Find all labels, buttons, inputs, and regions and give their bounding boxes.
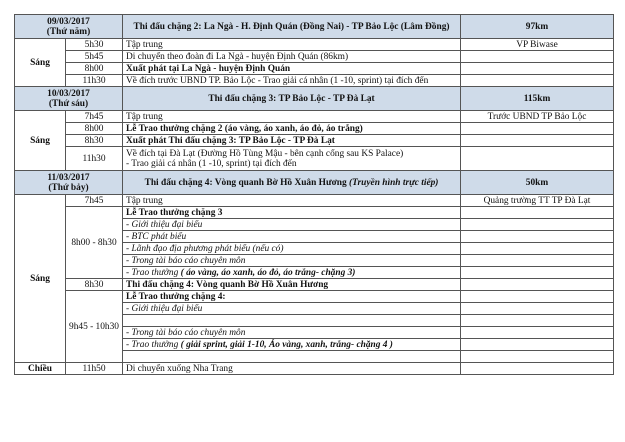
activity-cell: Lễ Trao thưởng chặng 4: — [123, 291, 461, 303]
time-cell: 7h45 — [66, 195, 123, 207]
schedule-row — [15, 51, 614, 63]
time-cell: 7h45 — [66, 111, 123, 123]
activity-cell: Về đích tại Đà Lạt (Đường Hồ Tùng Mậu - bên cạnh cổng sau KS Palace) - Trao giải cá nhân (1 -10, sprint) tại đích đến — [123, 147, 461, 171]
time-cell: 9h45 - 10h30 — [66, 291, 123, 363]
location-cell — [461, 363, 614, 375]
schedule-row — [15, 195, 614, 207]
time-cell: 11h50 — [66, 363, 123, 375]
time-cell: 8h00 — [66, 63, 123, 75]
activity-cell — [123, 351, 461, 363]
session-label: Sáng — [15, 39, 66, 87]
location-cell — [461, 147, 614, 171]
time-cell: 5h30 — [66, 39, 123, 51]
day-header — [15, 87, 614, 111]
activity-cell: Tập trung — [123, 195, 461, 207]
location-cell — [461, 75, 614, 87]
stage-title: Thi đấu chặng 2: La Ngà - H. Định Quán (Đồng Nai) - TP Bảo Lộc (Lâm Đồng) — [123, 15, 461, 39]
location-cell — [461, 219, 614, 231]
activity-cell: Lễ Trao thưởng chặng 3 — [123, 207, 461, 219]
location-cell: Quảng trường TT TP Đà Lạt — [461, 195, 614, 207]
day-header — [15, 15, 614, 39]
schedule-table — [14, 14, 614, 375]
location-cell — [461, 351, 614, 363]
location-cell — [461, 303, 614, 315]
activity-cell: Xuất phát Thi đấu chặng 3: TP Bảo Lộc - TP Đà Lạt — [123, 135, 461, 147]
activity-cell: - Trong tài báo cáo chuyên môn — [123, 255, 461, 267]
location-cell — [461, 135, 614, 147]
time-cell: 8h30 — [66, 135, 123, 147]
location-cell — [461, 339, 614, 351]
schedule-row — [15, 39, 614, 51]
time-cell: 8h00 — [66, 123, 123, 135]
location-cell — [461, 315, 614, 327]
location-cell: Trước UBND TP Bảo Lộc — [461, 111, 614, 123]
activity-cell: - BTC phát biểu — [123, 231, 461, 243]
activity-cell — [123, 315, 461, 327]
session-label: Sáng — [15, 195, 66, 363]
stage-title: Thi đấu chặng 4: Vòng quanh Bờ Hồ Xuân Hương (Truyền hình trực tiếp) — [123, 171, 461, 195]
location-cell — [461, 327, 614, 339]
location-cell — [461, 123, 614, 135]
time-cell: 8h30 — [66, 279, 123, 291]
schedule-row — [15, 135, 614, 147]
activity-cell: Thi đấu chặng 4: Vòng quanh Bờ Hồ Xuân Hương — [123, 279, 461, 291]
location-cell — [461, 231, 614, 243]
location-cell — [461, 291, 614, 303]
schedule-row — [15, 207, 614, 219]
time-cell: 8h00 - 8h30 — [66, 207, 123, 279]
time-cell: 11h30 — [66, 75, 123, 87]
stage-distance: 97km — [461, 15, 614, 39]
location-cell: VP Biwase — [461, 39, 614, 51]
day-date: 09/03/2017 (Thứ năm) — [15, 15, 123, 39]
activity-cell: - Trao thưởng ( giải sprint, giải 1-10, Áo vàng, xanh, trắng- chặng 4 ) — [123, 339, 461, 351]
activity-cell: Tập trung — [123, 111, 461, 123]
session-label: Sáng — [15, 111, 66, 171]
schedule-row — [15, 75, 614, 87]
session-label: Chiều — [15, 363, 66, 375]
stage-title: Thi đấu chặng 3: TP Bảo Lộc - TP Đà Lạt — [123, 87, 461, 111]
location-cell — [461, 279, 614, 291]
activity-cell: Về đích trước UBND TP. Bảo Lộc - Trao giải cá nhân (1 -10, sprint) tại đích đến — [123, 75, 461, 87]
activity-cell: Tập trung — [123, 39, 461, 51]
location-cell — [461, 51, 614, 63]
schedule-row — [15, 123, 614, 135]
schedule-row — [15, 63, 614, 75]
schedule-row — [15, 291, 614, 303]
activity-cell: - Trong tài báo cáo chuyên môn — [123, 327, 461, 339]
stage-distance: 115km — [461, 87, 614, 111]
activity-cell: - Giới thiệu đại biểu — [123, 303, 461, 315]
time-cell: 5h45 — [66, 51, 123, 63]
schedule-row — [15, 363, 614, 375]
activity-cell: - Lãnh đạo địa phương phát biểu (nếu có) — [123, 243, 461, 255]
activity-cell: - Giới thiệu đại biểu — [123, 219, 461, 231]
schedule-row — [15, 111, 614, 123]
day-header — [15, 171, 614, 195]
day-date: 11/03/2017 (Thứ bảy) — [15, 171, 123, 195]
schedule-row — [15, 147, 614, 171]
activity-cell: - Trao thưởng ( áo vàng, áo xanh, áo đỏ, áo trắng- chặng 3) — [123, 267, 461, 279]
activity-cell: Lễ Trao thưởng chặng 2 (áo vàng, áo xanh, áo đỏ, áo trắng) — [123, 123, 461, 135]
schedule-row — [15, 279, 614, 291]
activity-cell: Di chuyển theo đoàn đi La Ngà - huyện Định Quán (86km) — [123, 51, 461, 63]
location-cell — [461, 267, 614, 279]
location-cell — [461, 255, 614, 267]
time-cell: 11h30 — [66, 147, 123, 171]
activity-cell: Xuất phát tại La Ngà - huyện Định Quán — [123, 63, 461, 75]
activity-cell: Di chuyển xuống Nha Trang — [123, 363, 461, 375]
stage-distance: 50km — [461, 171, 614, 195]
day-date: 10/03/2017 (Thứ sáu) — [15, 87, 123, 111]
location-cell — [461, 207, 614, 219]
location-cell — [461, 63, 614, 75]
location-cell — [461, 243, 614, 255]
